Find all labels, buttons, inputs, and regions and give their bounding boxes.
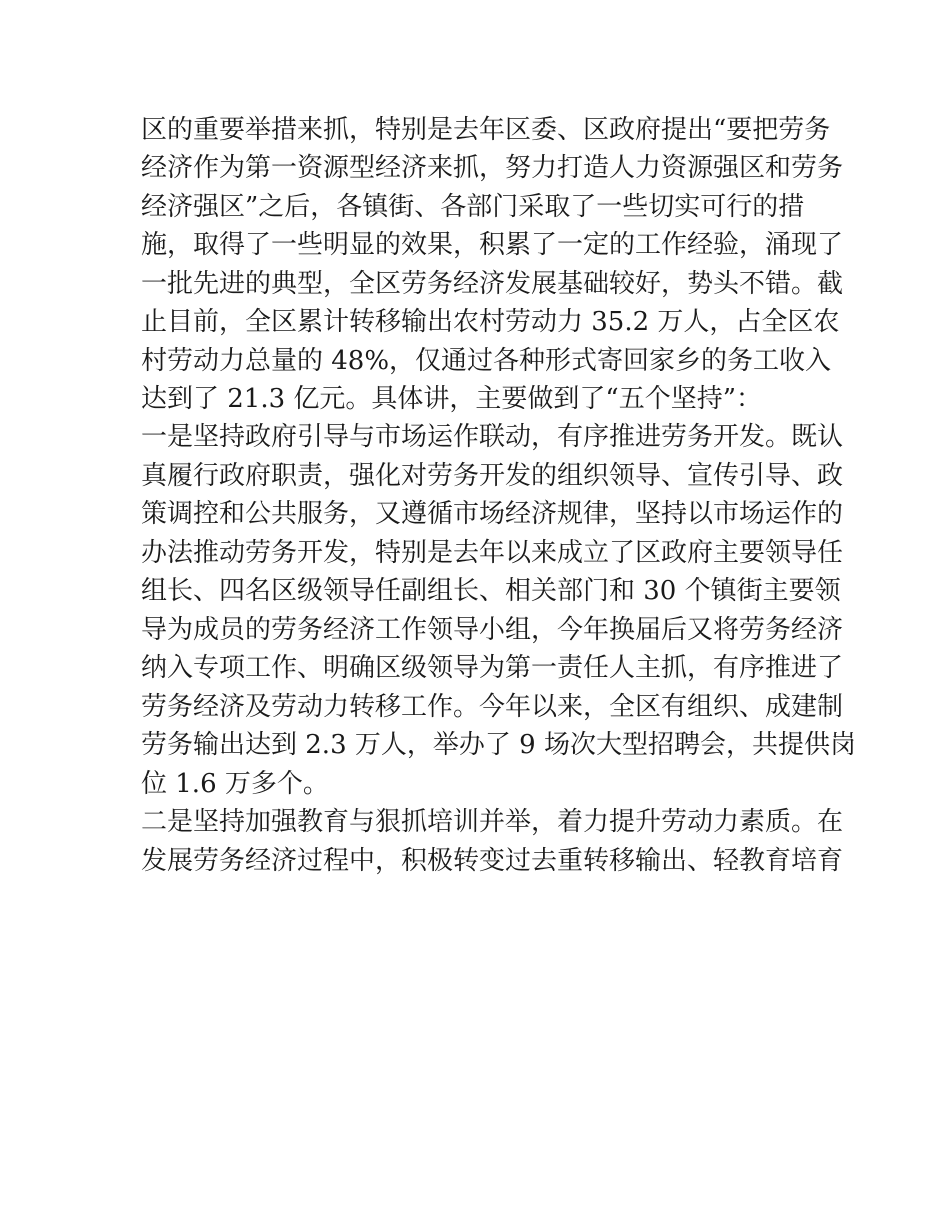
paragraph-2-line-9: 劳务输出达到 2.3 万人，举办了 9 场次大型招聘会，共提供岗 xyxy=(141,730,856,760)
paragraph-1-line-5: 一批先进的典型，全区劳务经济发展基础较好，势头不错。截 xyxy=(141,269,844,299)
paragraph-2-line-3: 策调控和公共服务，又遵循市场经济规律，坚持以市场运作的 xyxy=(141,499,844,529)
paragraph-2-line-8: 劳务经济及劳动力转移工作。今年以来，全区有组织、成建制 xyxy=(141,692,844,722)
paragraph-2-line-1: 一是坚持政府引导与市场运作联动，有序推进劳务开发。既认 xyxy=(141,422,844,452)
paragraph-1-line-4: 施，取得了一些明显的效果，积累了一定的工作经验，涌现了 xyxy=(141,230,844,260)
paragraph-2-line-4: 办法推动劳务开发，特别是去年以来成立了区政府主要领导任 xyxy=(141,538,844,568)
paragraph-3-line-1: 二是坚持加强教育与狠抓培训并举，着力提升劳动力素质。在 xyxy=(141,807,844,837)
paragraph-1-line-1: 区的重要举措来抓，特别是去年区委、区政府提出“要把劳务 xyxy=(141,115,831,145)
paragraph-1-line-8: 达到了 21.3 亿元。具体讲，主要做到了“五个坚持”： xyxy=(141,384,763,414)
paragraph-2-line-2: 真履行政府职责，强化对劳务开发的组织领导、宣传引导、政 xyxy=(141,461,844,491)
paragraph-1-line-3: 经济强区”之后，各镇街、各部门采取了一些切实可行的措 xyxy=(141,192,805,222)
paragraph-3-line-2: 发展劳务经济过程中，积极转变过去重转移输出、轻教育培育 xyxy=(141,846,844,876)
paragraph-2-line-10: 位 1.6 万多个。 xyxy=(141,769,329,799)
paragraph-1-line-7: 村劳动力总量的 48%，仅通过各种形式寄回家乡的务工收入 xyxy=(141,346,832,376)
paragraph-1-line-2: 经济作为第一资源型经济来抓，努力打造人力资源强区和劳务 xyxy=(141,153,844,183)
paragraph-2-line-7: 纳入专项工作、明确区级领导为第一责任人主抓，有序推进了 xyxy=(141,653,844,683)
paragraph-2-line-6: 导为成员的劳务经济工作领导小组，今年换届后又将劳务经济 xyxy=(141,615,844,645)
paragraph-2-line-5: 组长、四名区级领导任副组长、相关部门和 30 个镇街主要领 xyxy=(141,576,841,606)
paragraph-1-line-6: 止目前，全区累计转移输出农村劳动力 35.2 万人，占全区农 xyxy=(141,307,840,337)
